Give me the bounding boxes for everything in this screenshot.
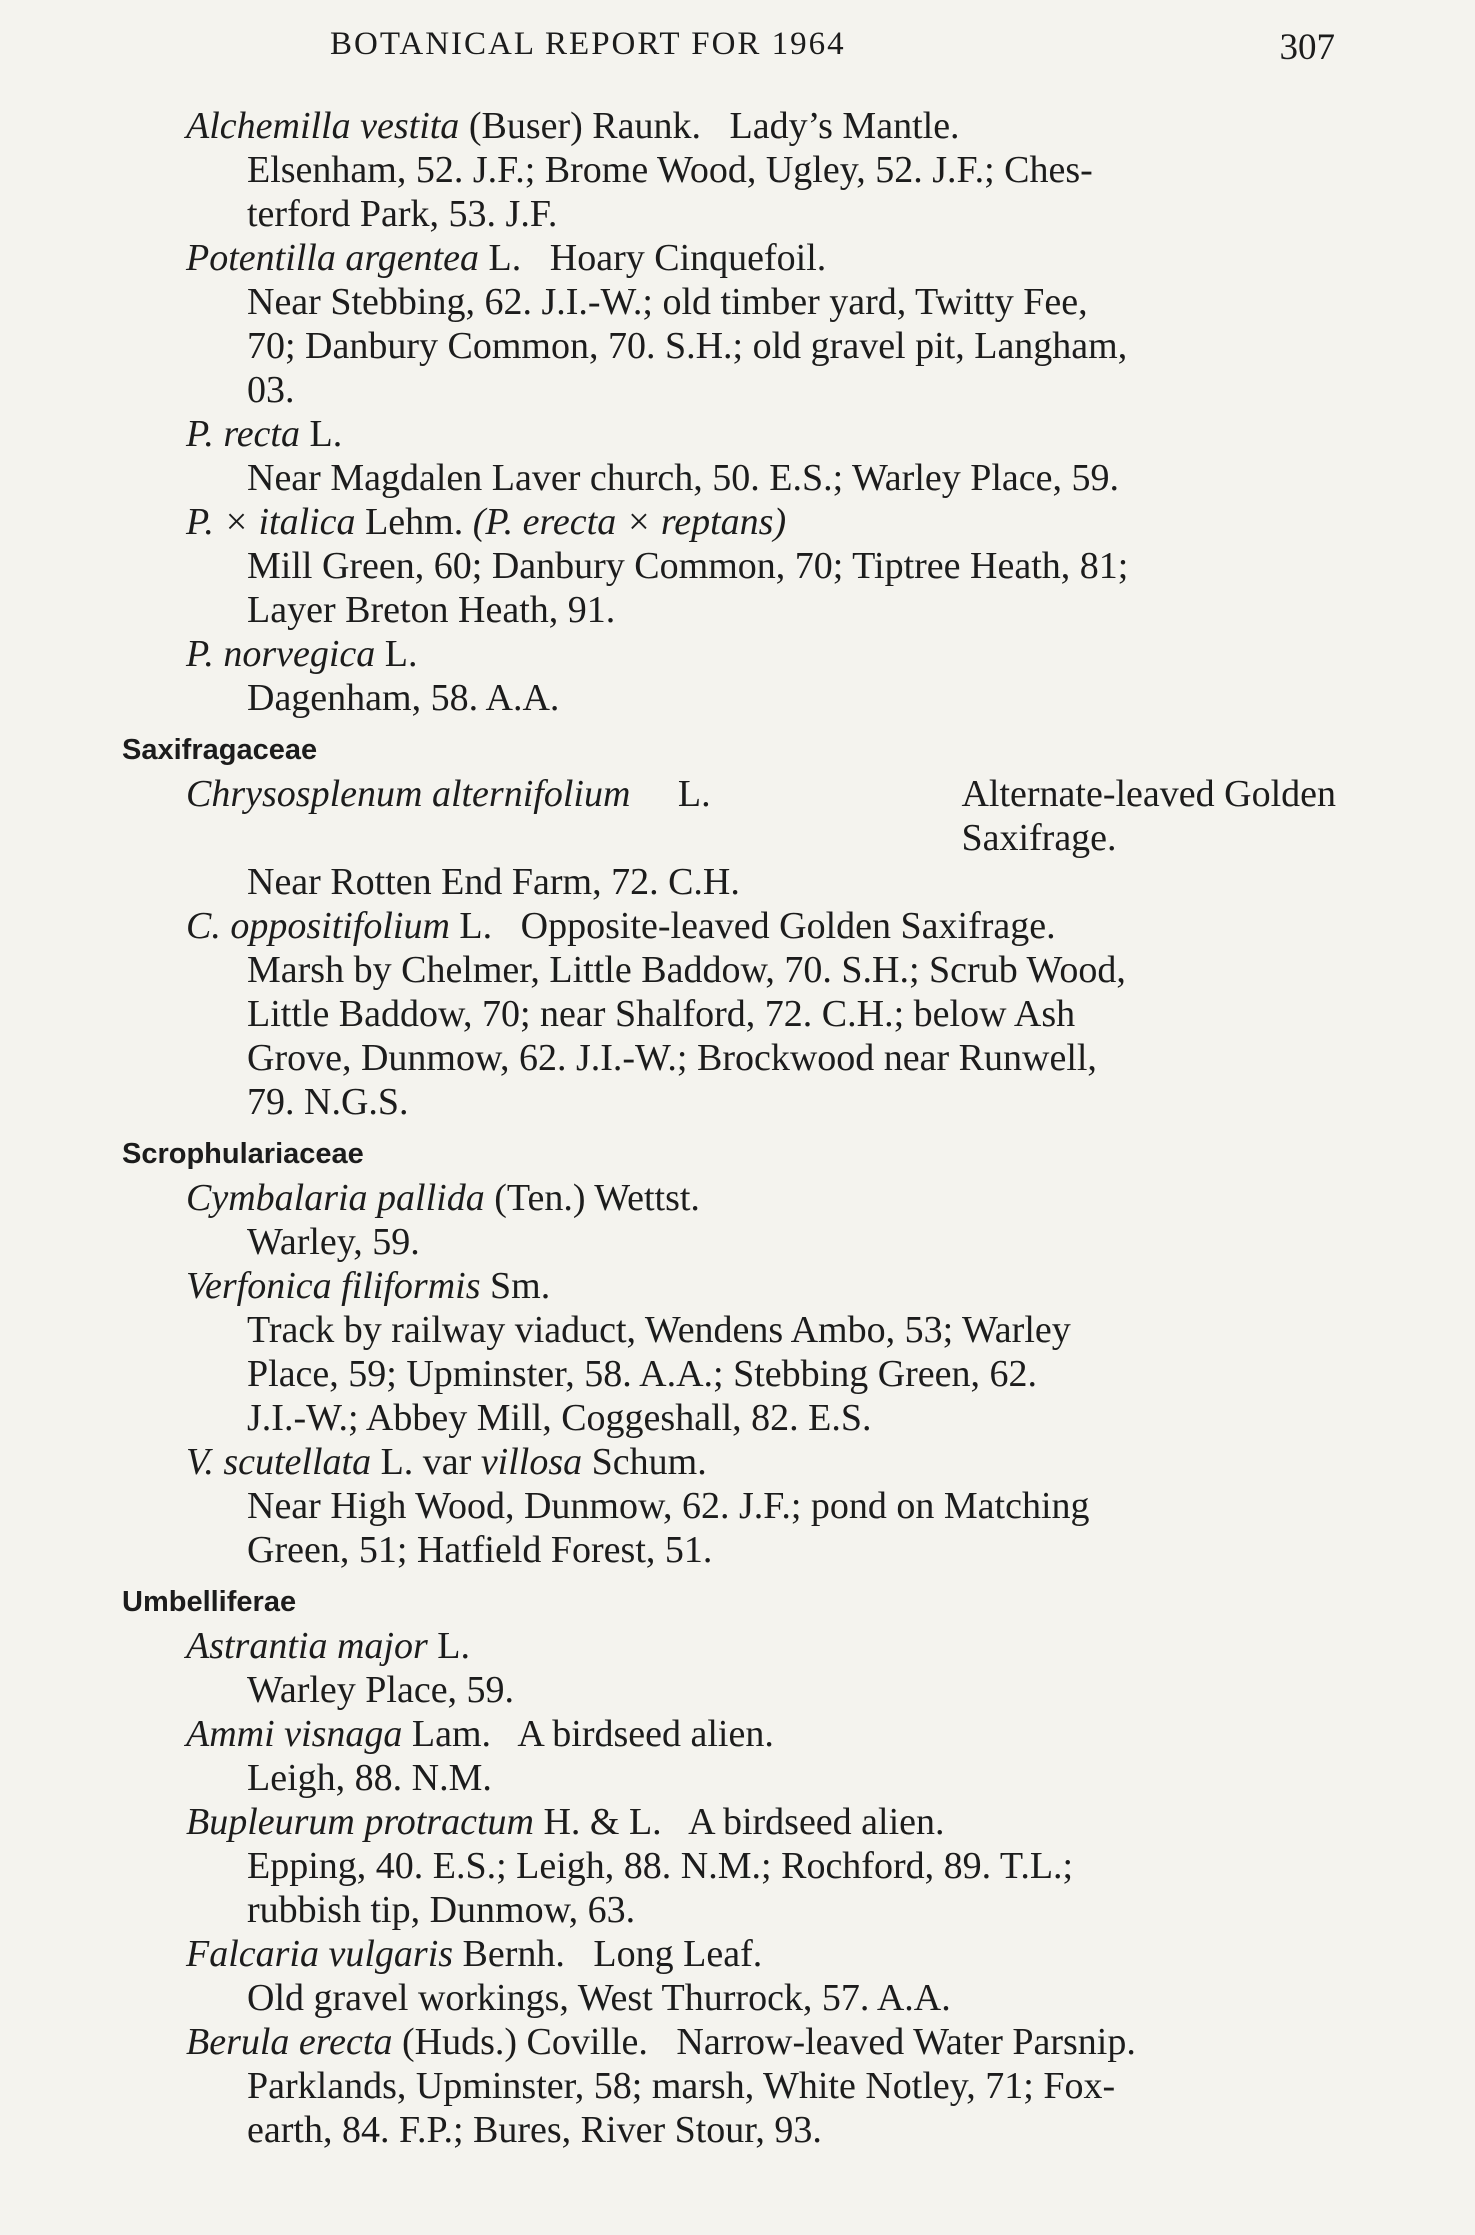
species-authority: L. (309, 413, 343, 455)
species-heading (186, 1624, 1475, 1668)
species-name: Verfonica filiformis (186, 1265, 481, 1307)
common-name: Alternate-leaved Golden (961, 773, 1336, 815)
species-authority: Lehm. (365, 501, 464, 543)
species-name: P. × italica (186, 501, 356, 543)
locality-line: terford Park, 53. J.F. (247, 193, 558, 235)
species-entry (0, 1712, 1475, 1800)
species-heading (186, 1440, 1475, 1484)
species-authority: L. (677, 773, 711, 815)
species-heading (186, 772, 1336, 860)
species-entry (0, 1264, 1475, 1440)
species-entry (0, 412, 1475, 500)
common-name: Lady’s Mantle. (729, 105, 960, 147)
species-entry (0, 1624, 1475, 1712)
species-entry (0, 1176, 1475, 1264)
family-heading: Saxifragaceae (122, 734, 318, 766)
locality-text (247, 1844, 1332, 1932)
species-name: Berula erecta (186, 2021, 393, 2063)
locality-line: Old gravel workings, West Thurrock, 57. A.A. (247, 1977, 951, 2019)
common-name: Hoary Cinquefoil. (549, 237, 827, 279)
common-name-continued: Saxifrage. (961, 817, 1117, 859)
common-name: Long Leaf. (593, 1933, 763, 1975)
species-name: Falcaria vulgaris (186, 1933, 454, 1975)
species-authority: L. var (380, 1441, 472, 1483)
species-entry (0, 772, 1475, 904)
species-entry (0, 104, 1475, 236)
locality-text (247, 1668, 1332, 1712)
species-authority: (Huds.) Coville. (401, 2021, 648, 2063)
family-heading: Umbelliferae (122, 1586, 297, 1618)
locality-line: Near Rotten End Farm, 72. C.H. (247, 861, 740, 903)
variety-authority: Schum. (591, 1441, 707, 1483)
locality-line: Near High Wood, Dunmow, 62. J.F.; pond on Matching (247, 1485, 1090, 1527)
locality-text (247, 1484, 1332, 1572)
locality-line: Leigh, 88. N.M. (247, 1757, 492, 1799)
species-authority: L. (437, 1625, 470, 1667)
species-authority: L. (459, 905, 493, 947)
species-authority: Lam. (411, 1713, 492, 1755)
running-title: BOTANICAL REPORT FOR 1964 (330, 26, 846, 62)
locality-line: Layer Breton Heath, 91. (247, 589, 616, 631)
species-authority: L. (384, 633, 418, 675)
locality-line: 03. (247, 369, 295, 411)
species-entry (0, 1440, 1475, 1572)
locality-line: Dagenham, 58. A.A. (247, 677, 560, 719)
locality-text (247, 1976, 1332, 2020)
variety-name: villosa (480, 1441, 583, 1483)
species-entry (0, 904, 1475, 1124)
species-authority: (Ten.) Wettst. (494, 1177, 700, 1219)
species-name: Cymbalaria pallida (186, 1177, 485, 1219)
page-header (0, 26, 1475, 76)
locality-line: Near Stebbing, 62. J.I.-W.; old timber yard, Twitty Fee, (247, 281, 1088, 323)
species-authority: L. (488, 237, 522, 279)
locality-line: Parklands, Upminster, 58; marsh, White Notley, 71; Fox- (247, 2065, 1116, 2107)
locality-line: Place, 59; Upminster, 58. A.A.; Stebbing Green, 62. (247, 1353, 1038, 1395)
locality-text (247, 948, 1332, 1124)
locality-text (247, 1220, 1332, 1264)
species-name: Ammi visnaga (186, 1713, 403, 1755)
locality-line: Near Magdalen Laver church, 50. E.S.; Warley Place, 59. (247, 457, 1120, 499)
locality-line: 70; Danbury Common, 70. S.H.; old gravel pit, Langham, (247, 325, 1128, 367)
species-heading (186, 236, 1475, 280)
family-heading: Scrophulariaceae (122, 1138, 364, 1170)
hybrid-parentage: (P. erecta × reptans) (472, 501, 787, 543)
species-name: P. norvegica (186, 633, 376, 675)
locality-line: Track by railway viaduct, Wendens Ambo, 53; Warley (247, 1309, 1071, 1351)
species-authority: H. & L. (543, 1801, 662, 1843)
locality-line: Marsh by Chelmer, Little Baddow, 70. S.H.; Scrub Wood, (247, 949, 1126, 991)
species-entry (0, 1932, 1475, 2020)
locality-text (247, 676, 1332, 720)
locality-line: earth, 84. F.P.; Bures, River Stour, 93. (247, 2109, 822, 2151)
locality-line: Warley, 59. (247, 1221, 420, 1263)
common-name: Narrow-leaved Water Parsnip. (676, 2021, 1136, 2063)
species-authority: Sm. (490, 1265, 551, 1307)
species-heading (186, 632, 1475, 676)
species-name: Alchemilla vestita (186, 105, 460, 147)
locality-text (247, 2064, 1332, 2152)
page-content (0, 104, 1475, 2152)
species-heading (186, 1712, 1475, 1756)
species-entry (0, 1800, 1475, 1932)
species-heading (186, 904, 1475, 948)
species-heading (186, 2020, 1475, 2064)
species-heading (186, 104, 1475, 148)
locality-text (247, 860, 1332, 904)
page-number: 307 (1279, 27, 1335, 68)
species-name: V. scutellata (186, 1441, 372, 1483)
locality-text (247, 1308, 1332, 1440)
species-entry (0, 236, 1475, 412)
locality-text (247, 1756, 1332, 1800)
species-entry (0, 632, 1475, 720)
locality-line: rubbish tip, Dunmow, 63. (247, 1889, 636, 1931)
locality-line: Mill Green, 60; Danbury Common, 70; Tiptree Heath, 81; (247, 545, 1129, 587)
species-authority: (Buser) Raunk. (468, 105, 701, 147)
species-entry (0, 2020, 1475, 2152)
species-name: C. oppositifolium (186, 905, 450, 947)
species-heading (186, 1800, 1475, 1844)
locality-line: Grove, Dunmow, 62. J.I.-W.; Brockwood near Runwell, (247, 1037, 1097, 1079)
species-name: P. recta (186, 413, 300, 455)
species-heading (186, 412, 1475, 456)
locality-line: Little Baddow, 70; near Shalford, 72. C.H.; below Ash (247, 993, 1076, 1035)
locality-line: Warley Place, 59. (247, 1669, 515, 1711)
species-name: Astrantia major (186, 1625, 428, 1667)
common-name: A birdseed alien. (688, 1801, 945, 1843)
locality-text (247, 456, 1332, 500)
species-heading (186, 1264, 1475, 1308)
species-authority: Bernh. (462, 1933, 565, 1975)
locality-line: Epping, 40. E.S.; Leigh, 88. N.M.; Rochford, 89. T.L.; (247, 1845, 1074, 1887)
species-heading (186, 1932, 1475, 1976)
locality-text (247, 148, 1332, 236)
locality-text (247, 280, 1332, 412)
species-name: Bupleurum protractum (186, 1801, 534, 1843)
species-name: Potentilla argentea (186, 237, 480, 279)
locality-text (247, 544, 1332, 632)
locality-line: Green, 51; Hatfield Forest, 51. (247, 1529, 713, 1571)
locality-line: Elsenham, 52. J.F.; Brome Wood, Ugley, 52. J.F.; Ches- (247, 149, 1093, 191)
common-name: A birdseed alien. (517, 1713, 774, 1755)
locality-line: J.I.-W.; Abbey Mill, Coggeshall, 82. E.S. (247, 1397, 872, 1439)
species-entry (0, 500, 1475, 632)
locality-line: 79. N.G.S. (247, 1081, 409, 1123)
species-heading (186, 500, 1475, 544)
common-name: Opposite-leaved Golden Saxifrage. (520, 905, 1056, 947)
species-heading (186, 1176, 1475, 1220)
species-name: Chrysosplenum alternifolium (186, 773, 631, 815)
